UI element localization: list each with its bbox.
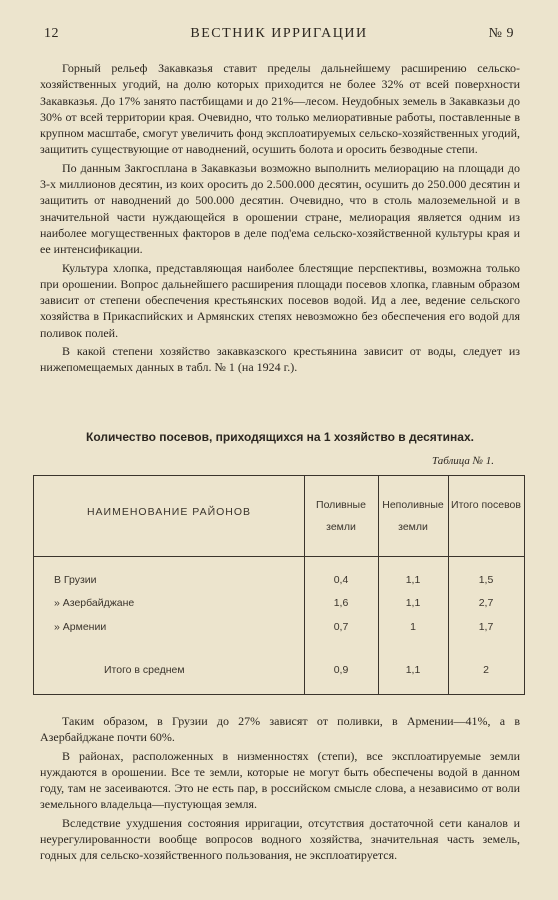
- cell-irrigated: 0,9: [333, 664, 349, 676]
- row-name: В Грузии: [54, 574, 97, 586]
- cell-irrigated: 0,4: [333, 574, 349, 586]
- table-number: Таблица № 1.: [431, 455, 494, 467]
- body-text-top: [40, 60, 520, 378]
- table-title: Количество посевов, приходящихся на 1 хозяйство в десятинах.: [86, 430, 474, 444]
- cell-non-irrigated: 1,1: [405, 597, 421, 609]
- cell-non-irrigated: 1: [410, 621, 416, 633]
- table-header-divider: [34, 556, 524, 557]
- journal-title: ВЕСТНИК ИРРИГАЦИИ: [190, 26, 368, 41]
- table-row-total: [34, 664, 524, 682]
- table-row: [34, 597, 524, 615]
- paragraph: В районах, расположенных в низменностях (степи), все эксплоатируемые земли нуждаются в орошении. Все те земли, которые не могут быть обеспечены водой в данном году, там не засеиваются. Это не есть пар, в российском смысле слова, а независимо от воли земельного владельца—пустующая земля.: [40, 748, 520, 812]
- header-irrigated: Поливные земли: [316, 499, 366, 533]
- cell-total: 2: [483, 664, 489, 676]
- row-name: » Азербайджане: [54, 597, 135, 609]
- row-name: » Армении: [54, 621, 107, 633]
- cell-irrigated: 0,7: [333, 621, 349, 633]
- header-non-irrigated: Неполивные земли: [382, 499, 444, 533]
- cell-total: 1,5: [478, 574, 494, 586]
- header-total: Итого посевов: [451, 499, 521, 511]
- cell-total: 1,7: [478, 621, 494, 633]
- table-row: [34, 574, 524, 592]
- table-row: [34, 621, 524, 639]
- row-name: Итого в среднем: [104, 664, 185, 676]
- cell-total: 2,7: [478, 597, 494, 609]
- data-table: [33, 475, 525, 695]
- paragraph: В какой степени хозяйство закавказского крестьянина зависит от воды, следует из нижепомещаемых данных в табл. № 1 (на 1924 г.).: [40, 344, 520, 375]
- paragraph: Горный рельеф Закавказья ставит пределы дальнейшему расширению сельско-хозяйственных угодий, на долю которых приходится не более 32% от всей поверхности Закавказья. До 17% занято пастбищами и до 21%—лесом. Неудобных земель в Закавказьи до 30% от всей территории края. Очевидно, что только мелиоративные работы, поставленные в крупном масштабе, смогут увеличить фонд эксплоатируемых сельско-хозяйственных угодий, защитить существующие от наводнений, осушить болота и оросить безводные степи.: [40, 61, 520, 157]
- cell-irrigated: 1,6: [333, 597, 349, 609]
- body-text-bottom: [40, 713, 520, 866]
- paragraph: Вследствие ухудшения состояния ирригации, отсутствия достаточной сети каналов и неурегулированности вообще вопросов водного хозяйства, значительная часть земель, годных для сельско-хозяйственного пользования, не эксплоатируется.: [40, 815, 520, 863]
- header-region-name: НАИМЕНОВАНИЕ РАЙОНОВ: [86, 506, 252, 518]
- cell-non-irrigated: 1,1: [405, 664, 421, 676]
- paragraph: Культура хлопка, представляющая наиболее блестящие перспективы, возможна только при орошении. Вопрос дальнейшего расширения площади посевов хлопка, главным образом зависит от степени обеспечения крестьянских посевов водой. Ид а лее, ведение сельского хозяйства в Прикаспийских и Армянских степях невозможно без обеспечения его водой для поливок полей.: [40, 260, 520, 340]
- page-number: 12: [44, 26, 59, 41]
- running-head: [44, 26, 514, 48]
- paragraph: Таким образом, в Грузии до 27% зависят от поливки, в Армении—41%, а в Азербайджане почти 60%.: [40, 714, 520, 745]
- paragraph: По данным Закгосплана в Закавказьи возможно выполнить мелиорацию на площади до 3-х миллионов десятин, из коих оросить до 2.500.000 десятин, осушить до 250.000 десятин и защитить от наводнений до 500.000 десятин. Очевидно, что в столь малоземельной и в значительной части нуждающейся в орошении стране, мелиорация является одним из наиболее могущественных факторов в деле под'ема сельско-хозяйственной культуры края и ее интенсификации.: [40, 160, 520, 257]
- cell-non-irrigated: 1,1: [405, 574, 421, 586]
- issue-number: № 9: [488, 26, 514, 41]
